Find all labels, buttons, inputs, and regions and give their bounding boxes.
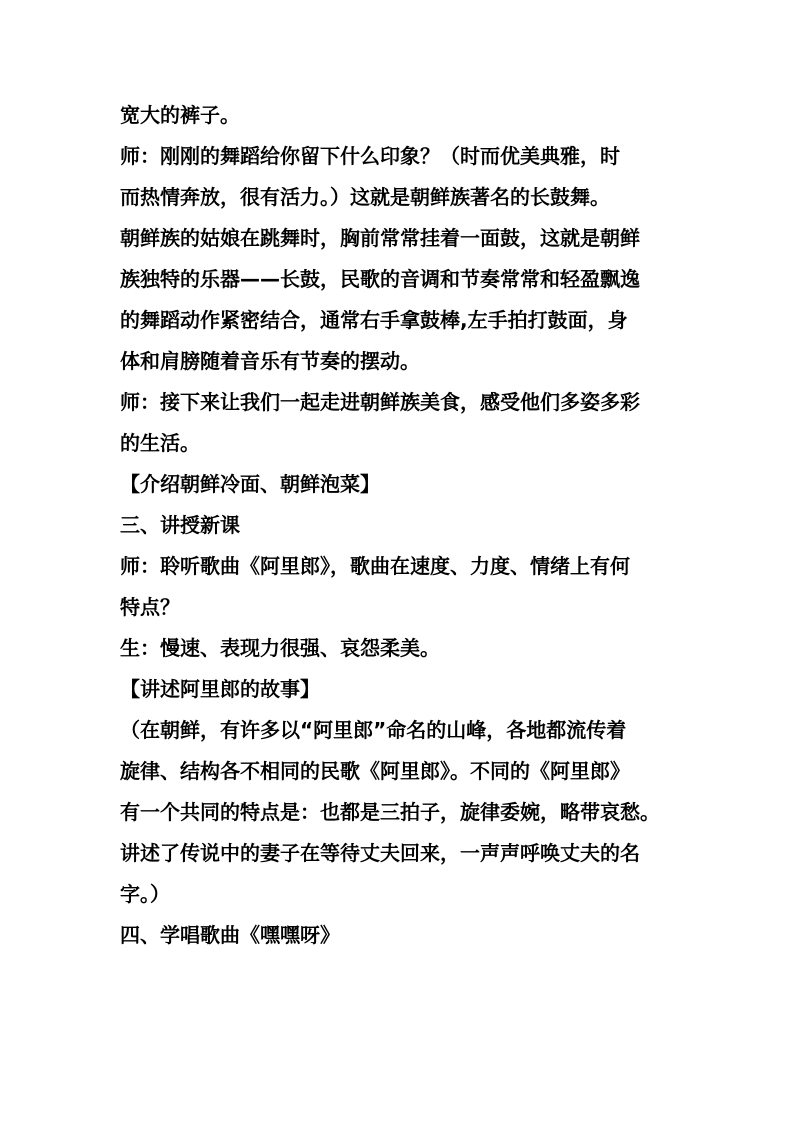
text-line: （在朝鲜，有许多以“阿里郎”命名的山峰，各地都流传着: [120, 718, 627, 742]
section-heading: 四、学唱歌曲《嘿嘿呀》: [120, 923, 340, 947]
section-heading: 三、讲授新课: [120, 513, 240, 537]
bracket-note: 【介绍朝鲜冷面、朝鲜泡菜】: [120, 472, 380, 496]
text-line: 宽大的裤子。: [120, 103, 240, 127]
text-line: 体和肩膀随着音乐有节奏的摆动。: [120, 349, 420, 373]
text-line: 朝鲜族的姑娘在跳舞时，胸前常常挂着一面鼓，这就是朝鲜: [120, 226, 640, 250]
text-line: 特点？: [120, 595, 180, 619]
text-line: 族独特的乐器——长鼓，民歌的音调和节奏常常和轻盈飘逸: [120, 267, 640, 291]
bracket-note: 【讲述阿里郎的故事】: [120, 677, 320, 701]
text-line: 师：聆听歌曲《阿里郎》，歌曲在速度、力度、情绪上有何: [120, 554, 630, 578]
text-line: 师：接下来让我们一起走进朝鲜族美食，感受他们多姿多彩: [120, 390, 640, 414]
text-line: 有一个共同的特点是：也都是三拍子，旋律委婉，略带哀愁。: [120, 800, 660, 824]
text-line: 字。）: [120, 882, 170, 906]
text-line: 的舞蹈动作紧密结合，通常右手拿鼓棒,左手拍打鼓面，身: [120, 308, 628, 332]
text-line: 旋律、结构各不相同的民歌《阿里郎》。不同的《阿里郎》: [120, 759, 630, 783]
text-line: 的生活。: [120, 431, 200, 455]
text-line: 讲述了传说中的妻子在等待丈夫回来，一声声呼唤丈夫的名: [120, 841, 640, 865]
document-body: [120, 95, 680, 956]
text-line: 而热情奔放，很有活力。）这就是朝鲜族著名的长鼓舞。: [120, 185, 610, 209]
text-line: 师：刚刚的舞蹈给你留下什么印象？（时而优美典雅，时: [120, 144, 620, 168]
text-line: 生：慢速、表现力很强、哀怨柔美。: [120, 636, 440, 660]
